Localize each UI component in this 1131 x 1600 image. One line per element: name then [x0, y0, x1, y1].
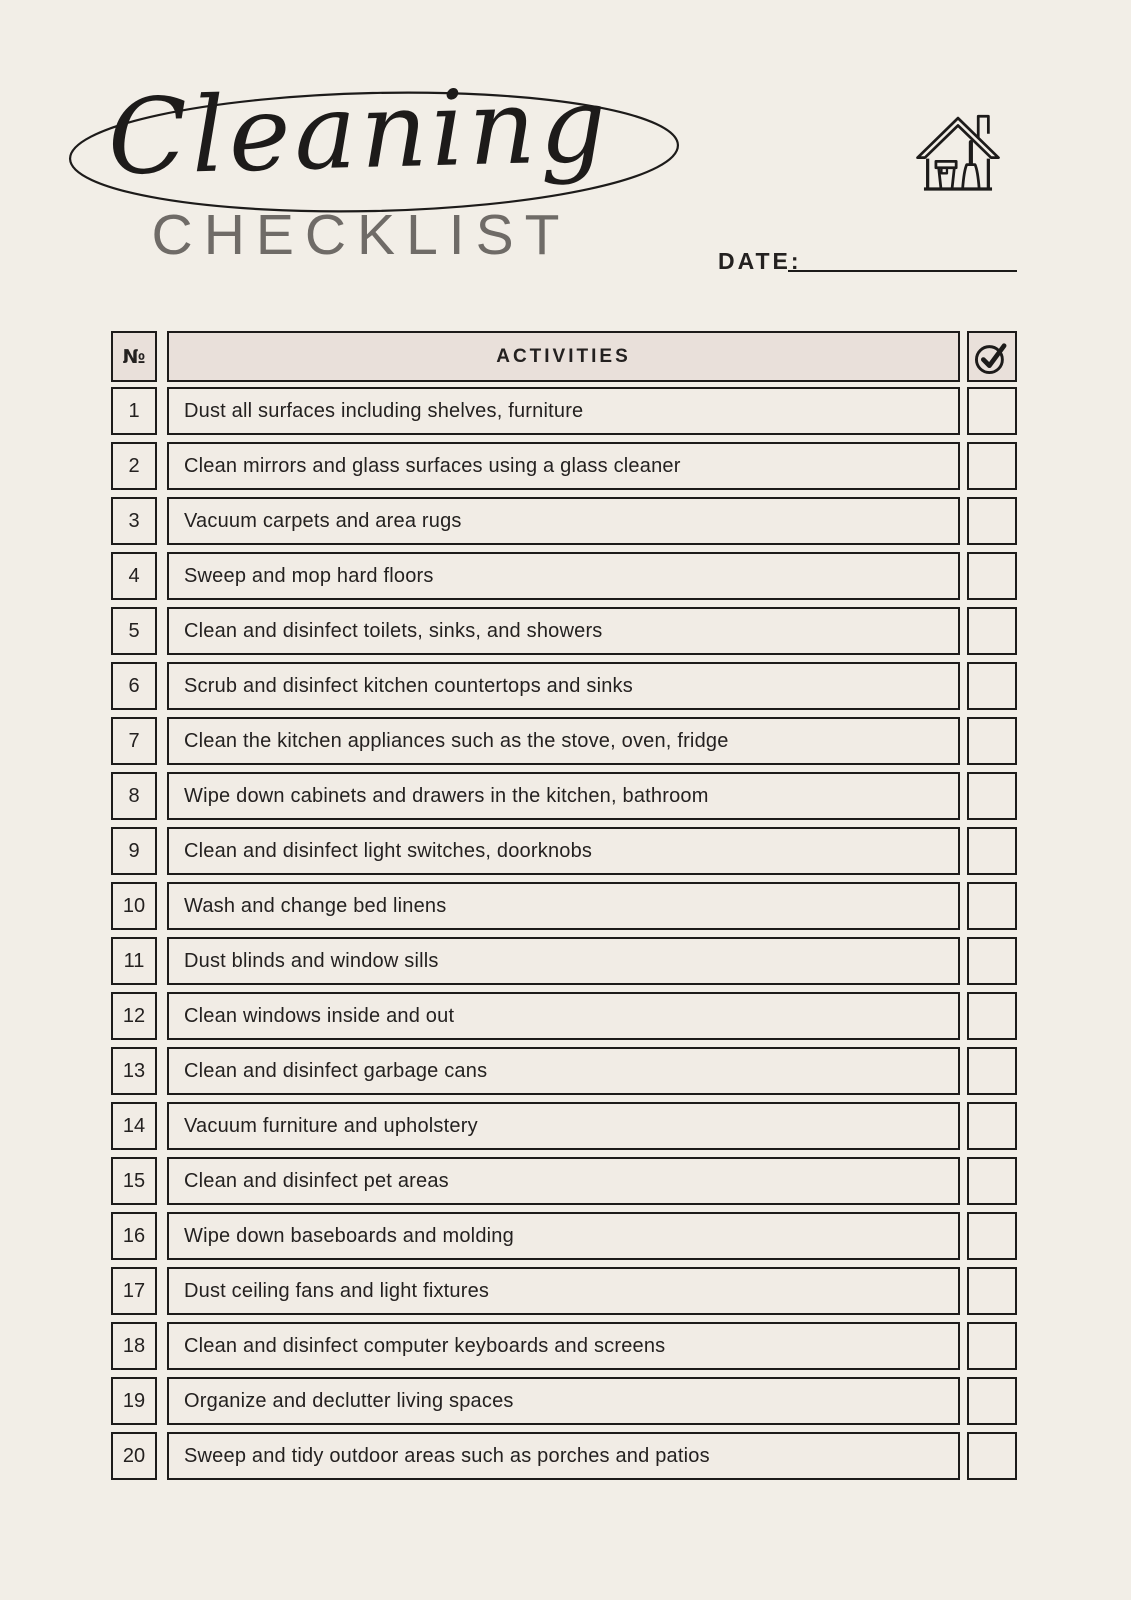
row-checkbox[interactable] [967, 607, 1017, 655]
row-checkbox[interactable] [967, 827, 1017, 875]
row-number: 9 [111, 827, 157, 875]
row-number: 18 [111, 1322, 157, 1370]
table-rows [111, 387, 1017, 1480]
row-activity: Dust all surfaces including shelves, furniture [167, 387, 960, 435]
row-number: 5 [111, 607, 157, 655]
table-row [111, 552, 1017, 600]
table-row [111, 882, 1017, 930]
row-activity: Sweep and tidy outdoor areas such as porches and patios [167, 1432, 960, 1480]
row-checkbox[interactable] [967, 1432, 1017, 1480]
row-activity: Clean the kitchen appliances such as the stove, oven, fridge [167, 717, 960, 765]
table-row [111, 937, 1017, 985]
table-row [111, 497, 1017, 545]
table-row [111, 387, 1017, 435]
table-row [111, 772, 1017, 820]
row-activity: Clean and disinfect pet areas [167, 1157, 960, 1205]
row-number: 8 [111, 772, 157, 820]
row-checkbox[interactable] [967, 497, 1017, 545]
date-label: DATE: [718, 248, 802, 274]
row-activity: Dust ceiling fans and light fixtures [167, 1267, 960, 1315]
table-row [111, 1322, 1017, 1370]
table-row [111, 1212, 1017, 1260]
row-activity: Wipe down cabinets and drawers in the kitchen, bathroom [167, 772, 960, 820]
row-checkbox[interactable] [967, 1267, 1017, 1315]
row-activity: Vacuum carpets and area rugs [167, 497, 960, 545]
row-activity: Wash and change bed linens [167, 882, 960, 930]
table-row [111, 1432, 1017, 1480]
table-row [111, 717, 1017, 765]
row-number: 16 [111, 1212, 157, 1260]
date-input-line[interactable] [788, 250, 1017, 272]
table-row [111, 607, 1017, 655]
table-row [111, 662, 1017, 710]
row-checkbox[interactable] [967, 1212, 1017, 1260]
table-row [111, 1377, 1017, 1425]
row-number: 12 [111, 992, 157, 1040]
table-header-row [111, 331, 1017, 382]
checklist-table [111, 331, 1017, 1487]
row-checkbox[interactable] [967, 1047, 1017, 1095]
row-activity: Clean and disinfect toilets, sinks, and showers [167, 607, 960, 655]
row-number: 7 [111, 717, 157, 765]
row-number: 10 [111, 882, 157, 930]
table-row [111, 1047, 1017, 1095]
row-checkbox[interactable] [967, 772, 1017, 820]
row-number: 1 [111, 387, 157, 435]
row-checkbox[interactable] [967, 937, 1017, 985]
row-checkbox[interactable] [967, 387, 1017, 435]
table-row [111, 1267, 1017, 1315]
row-number: 20 [111, 1432, 157, 1480]
row-checkbox[interactable] [967, 1157, 1017, 1205]
row-activity: Organize and declutter living spaces [167, 1377, 960, 1425]
header-check-cell [967, 331, 1017, 382]
row-activity: Vacuum furniture and upholstery [167, 1102, 960, 1150]
row-number: 19 [111, 1377, 157, 1425]
row-checkbox[interactable] [967, 1322, 1017, 1370]
row-number: 3 [111, 497, 157, 545]
row-checkbox[interactable] [967, 552, 1017, 600]
check-circle-icon [973, 337, 1011, 377]
row-checkbox[interactable] [967, 662, 1017, 710]
page-title-checklist: CHECKLIST [151, 203, 571, 267]
row-activity: Clean windows inside and out [167, 992, 960, 1040]
row-checkbox[interactable] [967, 992, 1017, 1040]
table-row [111, 1157, 1017, 1205]
row-checkbox[interactable] [967, 717, 1017, 765]
row-activity: Clean and disinfect light switches, doorknobs [167, 827, 960, 875]
row-activity: Sweep and mop hard floors [167, 552, 960, 600]
row-checkbox[interactable] [967, 442, 1017, 490]
row-number: 17 [111, 1267, 157, 1315]
row-checkbox[interactable] [967, 1377, 1017, 1425]
header-number-cell: № [111, 331, 157, 382]
row-number: 4 [111, 552, 157, 600]
table-row [111, 827, 1017, 875]
page-title-script: Cleaning [106, 63, 612, 199]
row-number: 6 [111, 662, 157, 710]
row-activity: Scrub and disinfect kitchen countertops and sinks [167, 662, 960, 710]
row-activity: Clean mirrors and glass surfaces using a glass cleaner [167, 442, 960, 490]
row-activity: Clean and disinfect computer keyboards and screens [167, 1322, 960, 1370]
row-activity: Dust blinds and window sills [167, 937, 960, 985]
row-checkbox[interactable] [967, 1102, 1017, 1150]
row-number: 13 [111, 1047, 157, 1095]
row-checkbox[interactable] [967, 882, 1017, 930]
row-activity: Wipe down baseboards and molding [167, 1212, 960, 1260]
row-number: 14 [111, 1102, 157, 1150]
row-activity: Clean and disinfect garbage cans [167, 1047, 960, 1095]
row-number: 11 [111, 937, 157, 985]
house-cleaning-icon [912, 106, 1004, 202]
row-number: 15 [111, 1157, 157, 1205]
header-activities-cell: ACTIVITIES [167, 331, 960, 382]
row-number: 2 [111, 442, 157, 490]
table-row [111, 442, 1017, 490]
table-row [111, 1102, 1017, 1150]
table-row [111, 992, 1017, 1040]
